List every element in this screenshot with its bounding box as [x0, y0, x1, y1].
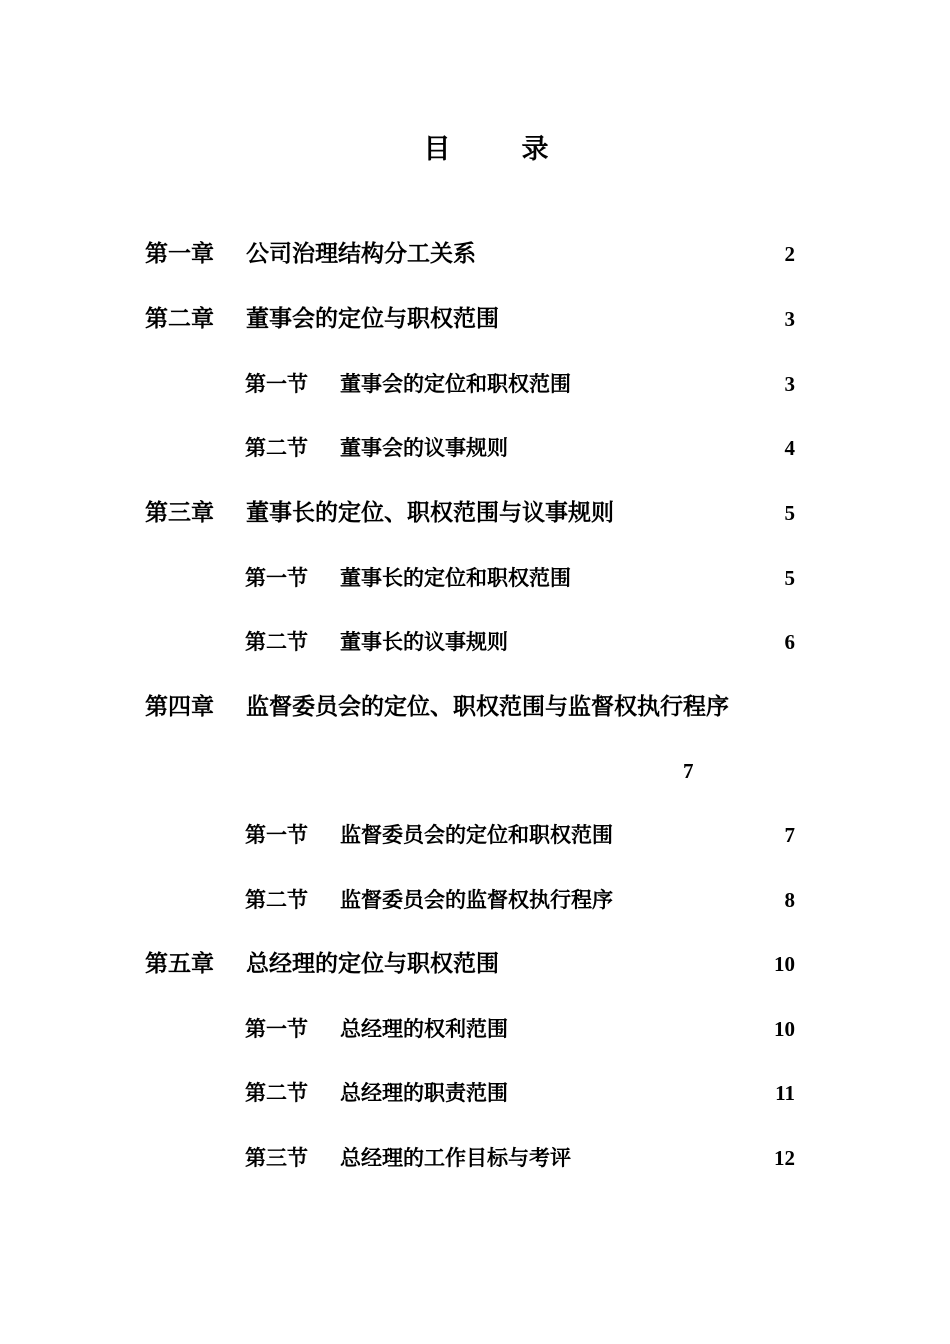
toc-entry-section-2-2	[0, 428, 950, 468]
toc-entry-section-5-2	[0, 1073, 950, 1113]
entry-title: 董事长的议事规则	[340, 630, 508, 654]
entry-page-number: 3	[784, 372, 795, 396]
entry-title: 监督委员会的监督权执行程序	[340, 888, 613, 912]
entry-page-number: 8	[784, 888, 795, 912]
entry-title: 总经理的定位与职权范围	[246, 951, 499, 977]
toc-entry-chapter-4	[0, 687, 950, 727]
toc-entry-chapter-1	[0, 234, 950, 274]
entry-title: 董事会的定位和职权范围	[340, 372, 571, 396]
entry-title: 总经理的工作目标与考评	[340, 1146, 571, 1170]
entry-title: 监督委员会的定位和职权范围	[340, 823, 613, 847]
entry-prefix: 第一节	[245, 1017, 308, 1041]
entry-page-number: 3	[784, 307, 795, 331]
toc-entry-section-4-1	[0, 815, 950, 855]
entry-page-number: 7	[683, 759, 694, 783]
toc-entry-section-5-1	[0, 1009, 950, 1049]
entry-page-number: 10	[774, 952, 795, 976]
toc-entry-section-2-1	[0, 364, 950, 404]
entry-page-number: 2	[784, 242, 795, 266]
entry-prefix: 第一节	[245, 566, 308, 590]
entry-title: 总经理的职责范围	[340, 1081, 508, 1105]
entry-title: 董事长的定位、职权范围与议事规则	[246, 500, 614, 526]
entry-title: 总经理的权利范围	[340, 1017, 508, 1041]
toc-entry-section-3-1	[0, 558, 950, 598]
entry-prefix: 第一章	[145, 241, 214, 267]
entry-prefix: 第二节	[245, 1081, 308, 1105]
entry-prefix: 第五章	[145, 951, 214, 977]
entry-title: 董事长的定位和职权范围	[340, 566, 571, 590]
entry-page-number: 5	[784, 566, 795, 590]
entry-page-number: 10	[774, 1017, 795, 1041]
entry-title: 监督委员会的定位、职权范围与监督权执行程序	[246, 694, 729, 720]
toc-entry-chapter-5	[0, 944, 950, 984]
entry-page-number: 6	[784, 630, 795, 654]
entry-prefix: 第三节	[245, 1146, 308, 1170]
entry-prefix: 第二节	[245, 630, 308, 654]
entry-page-number: 5	[784, 501, 795, 525]
toc-entry-section-4-2	[0, 880, 950, 920]
entry-prefix: 第二章	[145, 306, 214, 332]
entry-page-number: 7	[784, 823, 795, 847]
entry-prefix: 第一节	[245, 372, 308, 396]
entry-prefix: 第三章	[145, 500, 214, 526]
entry-page-number: 11	[775, 1081, 795, 1105]
entry-page-number: 4	[784, 436, 795, 460]
entry-prefix: 第二节	[245, 436, 308, 460]
page-title: 目 录	[423, 134, 571, 165]
entry-title: 董事会的定位与职权范围	[246, 306, 499, 332]
entry-title: 董事会的议事规则	[340, 436, 508, 460]
toc-entry-chapter-3	[0, 493, 950, 533]
entry-page-number: 12	[774, 1146, 795, 1170]
entry-prefix: 第四章	[145, 694, 214, 720]
entry-prefix: 第一节	[245, 823, 308, 847]
toc-entry-section-5-3	[0, 1138, 950, 1178]
entry-prefix: 第二节	[245, 888, 308, 912]
entry-title: 公司治理结构分工关系	[246, 241, 476, 267]
toc-entry-section-3-2	[0, 622, 950, 662]
toc-entry-chapter-2	[0, 299, 950, 339]
